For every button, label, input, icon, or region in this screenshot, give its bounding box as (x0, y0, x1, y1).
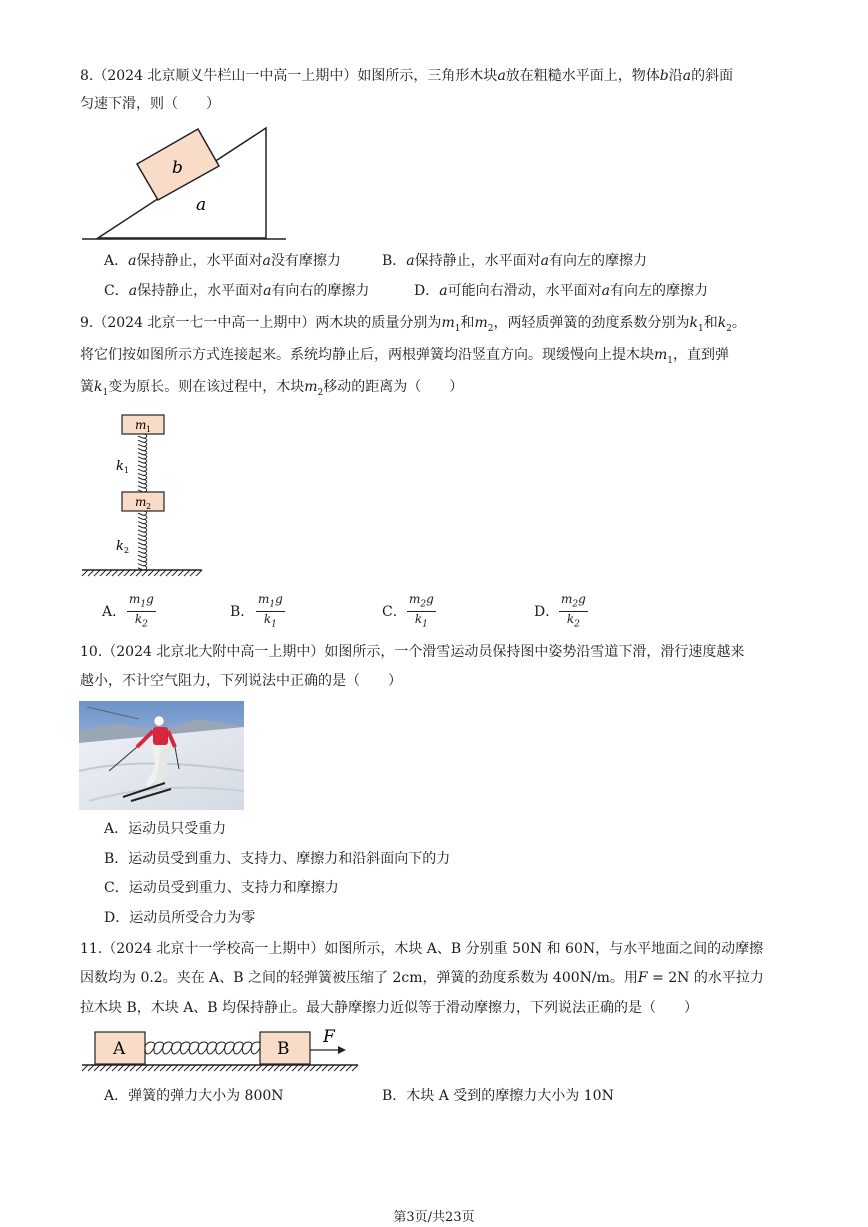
q10-option-a[interactable]: A．运动员只受重力 (104, 821, 227, 837)
q10-stem-line2: 越小，不计空气阻力，下列说法中正确的是（ ） (80, 673, 402, 689)
q8-stem-line2: 匀速下滑，则（ ） (80, 96, 220, 112)
q8-option-c[interactable]: C．a保持静止，水平面对a有向右的摩擦力 (104, 283, 370, 299)
q8-fig-label-a: a (196, 195, 207, 215)
q9-option-c-label[interactable]: C． (382, 604, 407, 620)
q10-option-d[interactable]: D．运动员所受合力为零 (104, 910, 256, 926)
q9-option-a-fraction: $\frac{m_1g}{k_2}$ (129, 592, 154, 630)
q9-spring-figure (80, 410, 210, 580)
q8-incline-figure (80, 124, 290, 244)
q9-option-b-fraction: $\frac{m_1g}{k_1}$ (258, 592, 283, 630)
q11-blocks-figure (80, 1022, 365, 1074)
q11-option-b[interactable]: B．木块 A 受到的摩擦力大小为 10N (382, 1088, 614, 1104)
svg-text:1: 1 (124, 466, 130, 475)
svg-text:k: k (116, 459, 124, 474)
svg-text:2: 2 (146, 502, 152, 511)
q8-stem-line1: 8.（2024 北京顺义牛栏山一中高一上期中）如图所示，三角形木块a放在粗糙水平面上，物体b沿a的斜面 (80, 68, 734, 84)
q8-option-d[interactable]: D．a可能向右滑动，水平面对a有向左的摩擦力 (414, 283, 708, 299)
svg-text:1: 1 (146, 425, 152, 434)
svg-text:B: B (277, 1039, 290, 1059)
svg-text:k: k (116, 539, 124, 554)
q9-stem-line3: 簧$k_1$变为原长。则在该过程中，木块$m_2$移动的距离为（ ） (80, 379, 464, 398)
q11-stem-line3: 拉木块 B，木块 A、B 均保持静止。最大静摩擦力近似等于滑动摩擦力，下列说法正确的是（ ） (80, 1000, 699, 1016)
svg-text:A: A (113, 1039, 126, 1059)
svg-text:m: m (135, 495, 147, 509)
q10-stem-line1: 10.（2024 北京北大附中高一上期中）如图所示，一个滑雪运动员保持图中姿势沿雪道下滑，滑行速度越来 (80, 644, 745, 660)
q9-stem-line2: 将它们按如图所示方式连接起来。系统均静止后，两根弹簧均沿竖直方向。现缓慢向上提木块$m_1$，直到弹 (80, 347, 730, 366)
q8-option-a[interactable]: A．a保持静止，水平面对a没有摩擦力 (104, 253, 341, 269)
q9-stem-line1: 9.（2024 北京一七一中高一上期中）两木块的质量分别为$m_1$和$m_2$，两轻质弹簧的劲度系数分别为$k_1$和$k_2$。 (80, 315, 746, 334)
page-footer: 第3页/共23页 (393, 1210, 475, 1225)
q11-option-a[interactable]: A．弹簧的弹力大小为 800N (104, 1088, 284, 1104)
q10-option-c[interactable]: C．运动员受到重力、支持力和摩擦力 (104, 880, 339, 896)
q10-option-b[interactable]: B．运动员受到重力、支持力、摩擦力和沿斜面向下的力 (104, 851, 451, 867)
q8-option-b[interactable]: B．a保持静止，水平面对a有向左的摩擦力 (382, 253, 648, 269)
q9-option-b-label[interactable]: B． (230, 604, 255, 620)
q9-option-d-label[interactable]: D． (534, 604, 560, 620)
q9-option-d-fraction: $\frac{m_2g}{k_2}$ (561, 592, 586, 630)
q11-stem-line2: 因数均为 0.2。夹在 A、B 之间的轻弹簧被压缩了 2cm，弹簧的劲度系数为 400N/m。用F = 2N 的水平拉力 (80, 970, 764, 986)
q11-stem-line1: 11.（2024 北京十一学校高一上期中）如图所示，木块 A、B 分别重 50N 和 60N，与水平地面之间的动摩擦 (80, 941, 764, 957)
svg-text:F: F (323, 1027, 335, 1047)
svg-text:2: 2 (124, 546, 130, 555)
q9-option-c-fraction: $\frac{m_2g}{k_1}$ (409, 592, 434, 630)
q9-option-a-label[interactable]: A． (102, 604, 127, 620)
q10-skier-photo (79, 701, 244, 810)
q8-fig-label-b: b (172, 158, 183, 178)
svg-text:m: m (135, 418, 147, 432)
